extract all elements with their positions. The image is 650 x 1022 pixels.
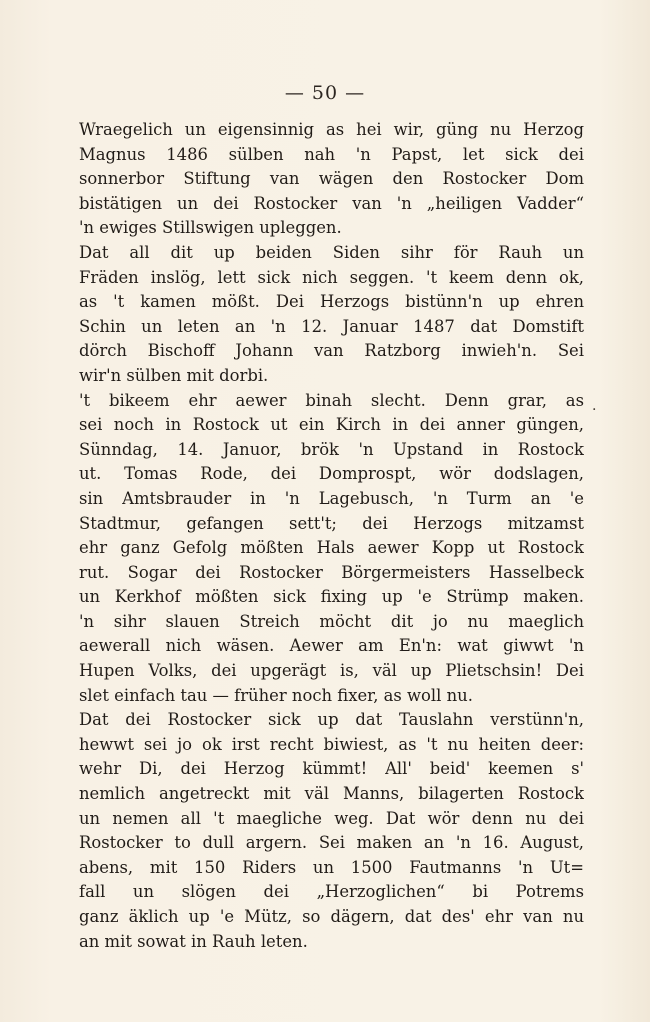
text-line: Dat dei Rostocker sick up dat Tauslahn verstünn'n, — [79, 710, 584, 730]
text-line: sei noch in Rostock ut ein Kirch in dei anner güngen, — [79, 415, 584, 435]
text-line: aewerall nich wäsen. Aewer am En'n: wat giwwt 'n — [79, 636, 584, 656]
text-line: Stadtmur, gefangen sett't; dei Herzogs mitzamst — [79, 513, 584, 533]
text-line: slet einfach tau — früher noch fixer, as woll nu. — [79, 685, 473, 705]
text-line: fall un slögen dei „Herzoglichen“ bi Potrems — [79, 882, 584, 902]
text-line: hewwt sei jo ok irst recht biwiest, as 't nu heiten deer: — [79, 734, 584, 754]
text-line: 'n sihr slauen Streich möcht dit jo nu maeglich — [79, 611, 584, 631]
text-line: 't bikeem ehr aewer binah slecht. Denn grar, as — [79, 390, 584, 410]
text-line: 'n ewiges Stillswigen upleggen. — [79, 218, 342, 238]
text-line: sonnerbor Stiftung van wägen den Rostocker Dom — [79, 169, 584, 189]
text-line: Rostocker to dull argern. Sei maken an 'n 16. August, — [79, 833, 584, 853]
text-line: Fräden inslög, lett sick nich seggen. 't keem denn ok, — [79, 267, 584, 287]
margin-mark: . — [592, 398, 597, 414]
text-line: wehr Di, dei Herzog kümmt! All' beid' keemen s' — [79, 759, 584, 779]
text-line: dörch Bischoff Johann van Ratzborg inwieh'n. Sei — [79, 341, 584, 361]
page-number: — 50 — — [284, 82, 366, 104]
text-line: bistätigen un dei Rostocker van 'n „heiligen Vadder“ — [79, 193, 584, 213]
text-line: ganz äklich up 'e Mütz, so dägern, dat des' ehr van nu — [79, 907, 584, 926]
text-line: Hupen Volks, dei upgerägt is, väl up Plietschsin! Dei — [79, 661, 584, 681]
text-line: Schin un leten an 'n 12. Januar 1487 dat Domstift — [79, 316, 584, 336]
text-line: Sünndag, 14. Januor, brök 'n Upstand in Rostock — [79, 439, 584, 459]
text-line: nemlich angetreckt mit väl Manns, bilagerten Rostock — [79, 784, 584, 804]
text-line: an mit sowat in Rauh leten. — [79, 931, 308, 951]
text-line: ehr ganz Gefolg mößten Hals aewer Kopp ut Rostock — [79, 538, 584, 558]
text-line: Magnus 1486 sülben nah 'n Papst, let sick dei — [79, 144, 584, 164]
text-line: sin Amtsbrauder in 'n Lagebusch, 'n Turm an 'e — [79, 488, 584, 508]
text-line: un nemen all 't maegliche weg. Dat wör denn nu dei — [79, 808, 584, 828]
text-line: Wraegelich un eigensinnig as hei wir, güng nu Herzog — [79, 120, 584, 139]
text-line: as 't kamen mößt. Dei Herzogs bistünn'n up ehren — [79, 292, 584, 312]
text-line: wir'n sülben mit dorbi. — [79, 365, 269, 385]
page-body-text — [79, 118, 584, 954]
text-line: Dat all dit up beiden Siden sihr för Rauh un — [79, 242, 584, 262]
text-line: abens, mit 150 Riders un 1500 Fautmanns 'n Ut= — [79, 857, 584, 877]
text-line: rut. Sogar dei Rostocker Börgermeisters Hasselbeck — [79, 562, 584, 582]
text-line: un Kerkhof mößten sick fixing up 'e Strümp maken. — [79, 587, 584, 607]
text-line: ut. Tomas Rode, dei Domprospt, wör dodslagen, — [79, 464, 584, 484]
